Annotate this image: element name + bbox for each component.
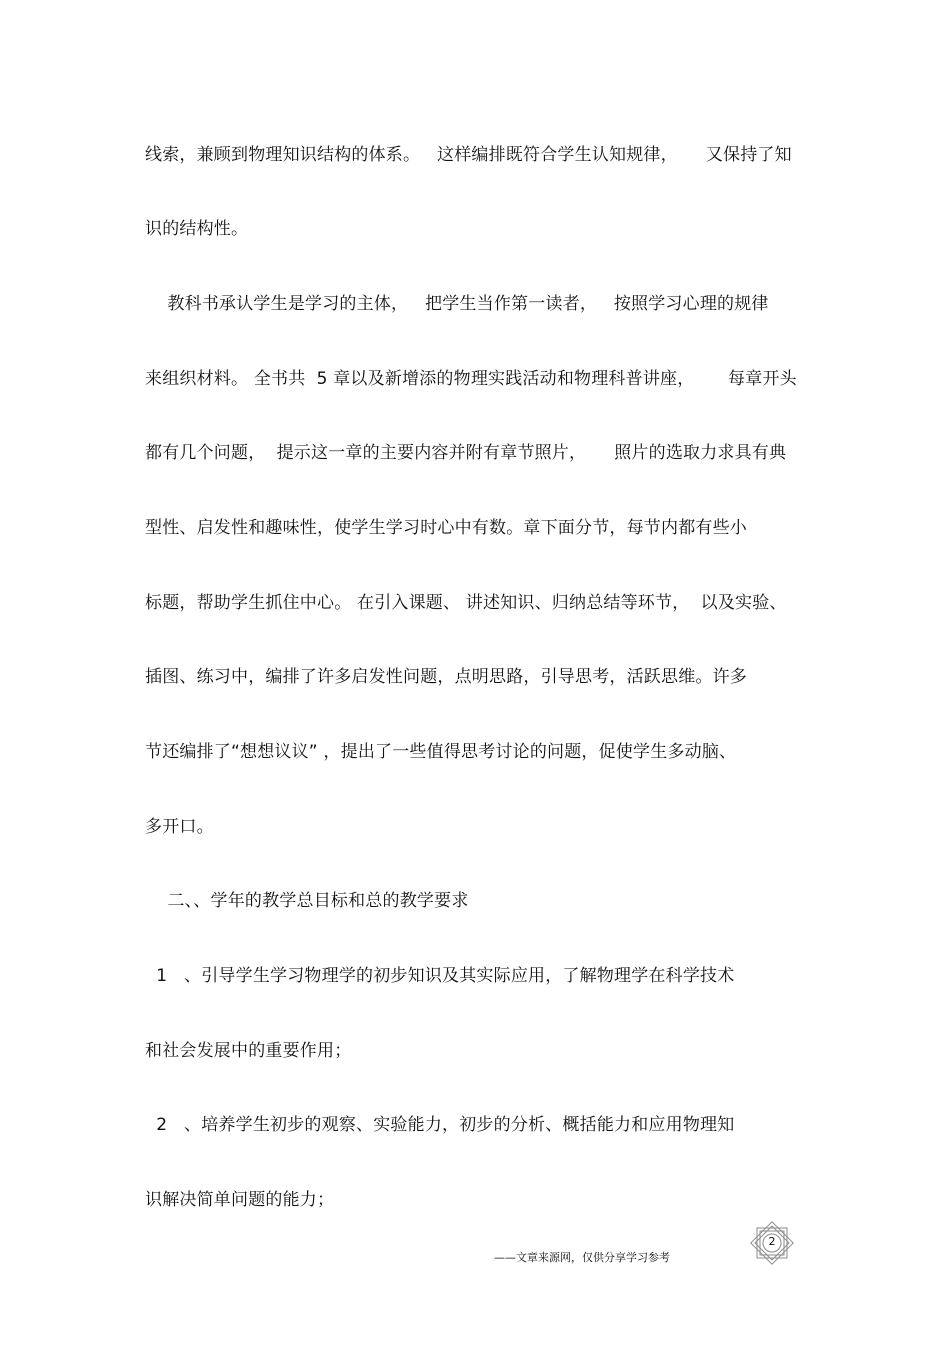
page-number-badge: [749, 1220, 795, 1266]
paragraph-line: 来组织材料。 全书共 5 章以及新增添的物理实践活动和物理科普讲座， 每章开头: [145, 369, 797, 389]
paragraph-line: 识的结构性。: [145, 219, 249, 239]
paragraph-line: 插图、练习中，编排了许多启发性问题，点明思路，引导思考，活跃思维。许多: [145, 667, 747, 687]
paragraph-line: 节还编排了“想想议议” ，提出了一些值得思考讨论的问题，促使学生多动脑、: [145, 742, 737, 762]
list-item-line: 识解决简单问题的能力；: [145, 1190, 335, 1210]
paragraph-line: 标题，帮助学生抓住中心。 在引入课题、 讲述知识、归纳总结等环节， 以及实验、: [145, 593, 787, 613]
paragraph-line: 都有几个问题， 提示这一章的主要内容并附有章节照片， 照片的选取力求具有典: [145, 443, 787, 463]
paragraph-line: 多开口。: [145, 817, 214, 837]
section-heading: 二、、学年的教学总目标和总的教学要求: [145, 891, 469, 911]
list-item-line: 2 、培养学生初步的观察、实验能力，初步的分析、概括能力和应用物理知: [145, 1115, 735, 1135]
paragraph-line: 线索，兼顾到物理知识结构的体系。 这样编排既符合学生认知规律， 又保持了知: [145, 145, 792, 165]
page-number: 2: [768, 1235, 776, 1248]
paragraph-line: 教科书承认学生是学习的主体， 把学生当作第一读者， 按照学习心理的规律: [145, 294, 769, 314]
paragraph-line: 型性、启发性和趣味性，使学生学习时心中有数。章下面分节，每节内都有些小: [145, 518, 747, 538]
footer-source-note: ——文章来源网，仅供分享学习参考: [494, 1251, 670, 1264]
list-item-line: 和社会发展中的重要作用；: [145, 1041, 352, 1061]
list-item-line: 1 、引导学生学习物理学的初步知识及其实际应用，了解物理学在科学技术: [145, 966, 735, 986]
